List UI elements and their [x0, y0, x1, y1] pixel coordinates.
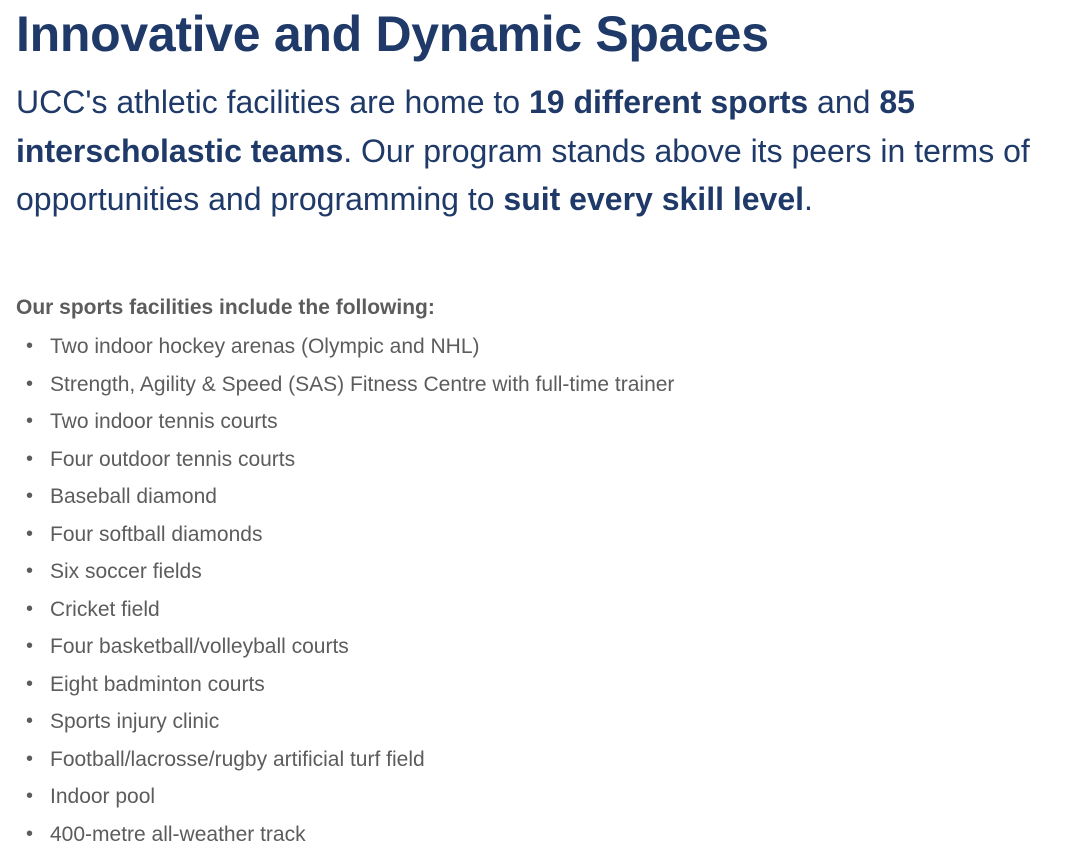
- list-item: [16, 366, 674, 404]
- list-item: [16, 778, 674, 816]
- bullet-icon: •: [26, 447, 34, 470]
- bullet-icon: •: [26, 635, 34, 657]
- list-item-text: Strength, Agility & Speed (SAS) Fitness Centre with full-time trainer: [50, 372, 675, 396]
- bullet-icon: •: [26, 747, 34, 770]
- list-item-text: Baseball diamond: [50, 485, 217, 508]
- intro-text: . Our program stands above its peers in terms of opportunities and programming to: [16, 132, 1030, 217]
- facilities-list: [16, 328, 674, 853]
- intro-text: and: [808, 84, 880, 120]
- bullet-icon: •: [26, 335, 34, 357]
- bullet-icon: •: [26, 822, 34, 845]
- bullet-icon: •: [26, 672, 34, 695]
- list-item-text: Cricket field: [50, 597, 160, 621]
- facilities-heading: Our sports facilities include the following:: [16, 296, 435, 319]
- list-item: [16, 591, 674, 629]
- bullet-icon: •: [26, 485, 34, 507]
- list-item-text: 400-metre all-weather track: [50, 822, 306, 846]
- intro-paragraph: [16, 78, 1076, 224]
- list-item-text: Two indoor hockey arenas (Olympic and NHL): [50, 335, 480, 358]
- intro-text: UCC's athletic facilities are home to: [16, 84, 529, 120]
- bullet-icon: •: [26, 372, 34, 395]
- bullet-icon: •: [26, 785, 34, 807]
- list-item-text: Football/lacrosse/rugby artificial turf field: [50, 747, 425, 771]
- list-item: [16, 741, 674, 779]
- list-item: [16, 328, 674, 366]
- intro-highlight-skill: suit every skill level: [503, 181, 805, 217]
- list-item: [16, 403, 674, 441]
- list-item-text: Eight badminton courts: [50, 672, 265, 696]
- intro-text: .: [804, 181, 813, 217]
- list-item-text: Four softball diamonds: [50, 522, 263, 546]
- list-item: [16, 516, 674, 554]
- list-item: [16, 703, 674, 741]
- list-item-text: Sports injury clinic: [50, 710, 220, 733]
- list-item-text: Four outdoor tennis courts: [50, 447, 296, 471]
- page-title: Innovative and Dynamic Spaces: [16, 6, 769, 62]
- list-item-text: Two indoor tennis courts: [50, 410, 278, 433]
- bullet-icon: •: [26, 597, 34, 620]
- intro-highlight-sports: 19 different sports: [528, 84, 809, 120]
- list-item-text: Four basketball/volleyball courts: [50, 635, 349, 658]
- bullet-icon: •: [26, 522, 34, 545]
- bullet-icon: •: [26, 410, 34, 432]
- list-item-text: Indoor pool: [50, 785, 156, 808]
- list-item: [16, 441, 674, 479]
- intro-highlight-teams: 85 interscholastic teams: [16, 84, 915, 169]
- list-item: [16, 478, 674, 516]
- bullet-icon: •: [26, 560, 34, 582]
- list-item: [16, 816, 674, 854]
- bullet-icon: •: [26, 710, 34, 732]
- list-item: [16, 666, 674, 704]
- list-item: [16, 628, 674, 666]
- list-item: [16, 553, 674, 591]
- list-item-text: Six soccer fields: [50, 560, 202, 583]
